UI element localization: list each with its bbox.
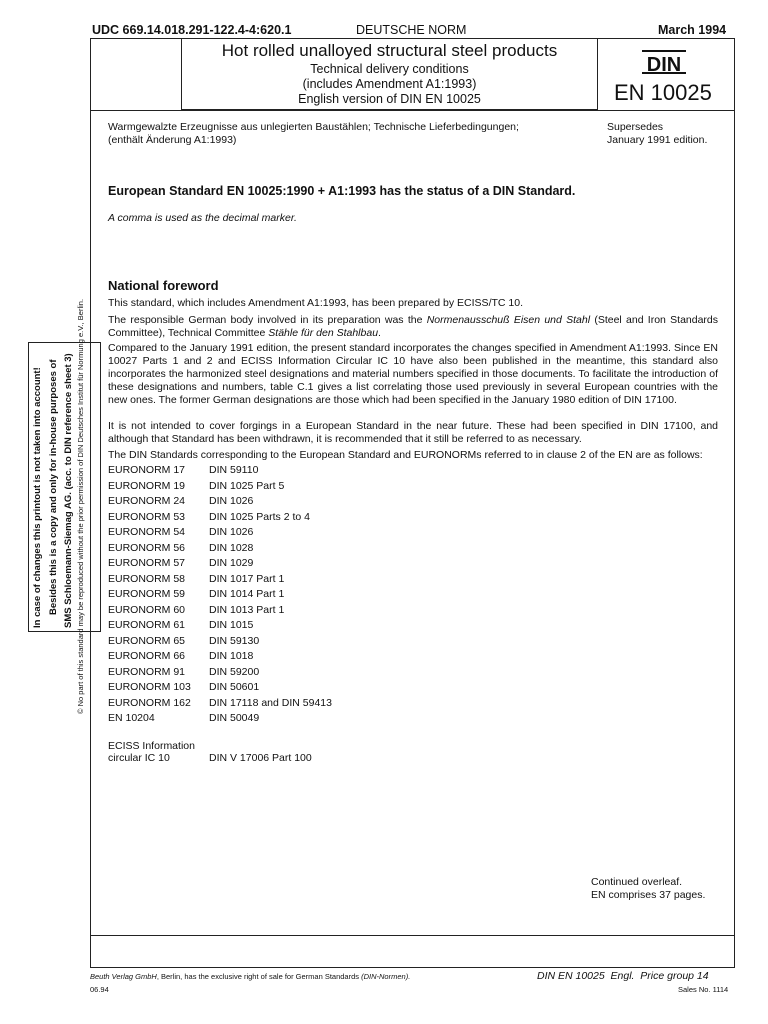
document-title: Hot rolled unalloyed structural steel products <box>221 41 558 60</box>
din-cell: DIN 59200 <box>209 665 260 678</box>
euronorm-cell: EURONORM 65 <box>108 634 186 647</box>
euronorm-cell: EURONORM 61 <box>108 619 186 631</box>
euronorm-cell: EURONORM 24 <box>108 495 186 507</box>
din-cell: DIN 1029 <box>209 557 254 569</box>
norm-type: DEUTSCHE NORM <box>356 23 467 37</box>
foreword-paragraph-3: Compared to the January 1991 edition, the present standard incorporates the changes specified in Amendment A1:1993. Since EN 10027 Parts 1 and 2 and ECISS Information Circular IC 10 have also been published in the meantime, this standard also incorporates the harmonized steel designations and material numbers specified in those documents. To facilitate the introduction of these designations and numbers, table C.1 gives a list correlating those used previously in several European countries with the new ones. The former German designations are those which had been specified in the January 1980 edition of DIN 17100. <box>108 342 718 406</box>
german-title-line-1: Warmgewalzte Erzeugnisse aus unlegierten Baustählen; Technische Lieferbedingungen; <box>108 121 519 133</box>
euronorm-cell: EURONORM 17 <box>108 464 186 476</box>
udc-code: UDC 669.14.018.291-122.4-4:620.1 <box>92 23 292 37</box>
title-line-3: (includes Amendment A1:1993) <box>302 77 477 91</box>
euronorm-cell: EURONORM 19 <box>108 479 186 492</box>
stamp-line-2: Besides this is a copy and only for in-house purposes of <box>48 359 59 615</box>
stamp-line-1: In case of changes this printout is not taken into account! <box>32 367 43 628</box>
euronorm-cell: EURONORM 56 <box>108 541 186 554</box>
supersedes-edition: January 1991 edition. <box>607 134 708 146</box>
foreword-paragraph-1: This standard, which includes Amendment A1:1993, has been prepared by ECISS/TC 10. <box>108 297 523 309</box>
din-cell: DIN 1025 Part 5 <box>209 479 285 492</box>
page-frame <box>90 38 735 968</box>
foreword-paragraph-2: The responsible German body involved in its preparation was the Normenausschuß Eisen und Stahl (Steel and Iron Standards Committee), Technical Committee Stähle für den Stahlbau. <box>108 314 719 339</box>
copyright-notice: © No part of this standard may be reproduced without the prior permission of DIN Deutsches Institut für Normung e.V., Berlin. <box>76 298 85 714</box>
stamp-line-3: SMS Schloemann-Siemag AG. (acc. to DIN reference sheet 3) <box>63 353 74 628</box>
euronorm-cell: EURONORM 53 <box>108 510 186 523</box>
din-cell: DIN 1015 <box>209 619 254 631</box>
ecis-ref-line-2: circular IC 10 <box>108 752 170 764</box>
din-cell: DIN 1026 <box>209 526 254 538</box>
din-cell: DIN 50601 <box>209 681 260 693</box>
standard-number: EN 10025 <box>614 80 712 105</box>
din-cell: DIN 1025 Parts 2 to 4 <box>209 510 310 523</box>
din-cell: DIN 59130 <box>209 634 260 647</box>
supersedes-label: Supersedes <box>607 121 664 133</box>
din-cell: DIN 17118 and DIN 59413 <box>209 696 332 709</box>
euronorm-cell: EN 10204 <box>108 712 155 724</box>
title-line-2: Technical delivery conditions <box>310 62 469 76</box>
euronorm-cell: EURONORM 60 <box>108 603 186 616</box>
sales-number: Sales No. 1114 <box>678 985 729 994</box>
din-cell: DIN 1013 Part 1 <box>209 603 285 616</box>
euronorm-cell: EURONORM 103 <box>108 681 191 693</box>
euronorm-cell: EURONORM 162 <box>108 696 191 709</box>
euronorm-cell: EURONORM 91 <box>108 665 186 678</box>
din-cell: DIN 59110 <box>209 464 259 476</box>
euronorm-cell: EURONORM 57 <box>108 557 186 569</box>
ecis-ref-line-1: ECISS Information <box>108 740 195 752</box>
euronorm-cell: EURONORM 59 <box>108 588 186 600</box>
page-count-note: EN comprises 37 pages. <box>591 889 706 901</box>
print-code: 06.94 <box>90 985 109 994</box>
divider <box>90 935 735 936</box>
divider <box>90 110 735 111</box>
foreword-heading: National foreword <box>108 278 219 293</box>
publisher-note: Beuth Verlag GmbH, Berlin, has the exclusive right of sale for German Standards (DIN-Normen). <box>90 972 411 981</box>
continued-note: Continued overleaf. <box>591 876 683 888</box>
foreword-paragraph-5: The DIN Standards corresponding to the European Standard and EURONORMs referred to in clause 2 of the EN are as follows: <box>108 449 703 461</box>
ecis-ref-din: DIN V 17006 Part 100 <box>209 752 312 764</box>
din-cell: DIN 1018 <box>209 650 254 662</box>
title-line-4: English version of DIN EN 10025 <box>298 92 481 106</box>
footer-reference: DIN EN 10025 Engl. Price group 14 <box>537 970 709 982</box>
euronorm-cell: EURONORM 54 <box>108 526 186 538</box>
issue-date: March 1994 <box>658 23 727 37</box>
din-cell: DIN 1026 <box>209 495 254 507</box>
din-cell: DIN 50049 <box>209 712 260 724</box>
foreword-paragraph-4: It is not intended to cover forgings in a European Standard in the near future. These had been specified in DIN 17100, and although that Standard has been withdrawn, it is recommended that it still be referred to as necessary. <box>108 420 718 445</box>
euronorm-cell: EURONORM 58 <box>108 572 186 585</box>
din-cell: DIN 1014 Part 1 <box>209 588 285 600</box>
euronorm-cell: EURONORM 66 <box>108 650 186 662</box>
decimal-note: A comma is used as the decimal marker. <box>108 212 297 224</box>
german-title-line-2: (enthält Änderung A1:1993) <box>108 134 237 146</box>
status-statement: European Standard EN 10025:1990 + A1:1993 has the status of a DIN Standard. <box>108 184 576 198</box>
din-cell: DIN 1017 Part 1 <box>209 572 285 585</box>
din-cell: DIN 1028 <box>209 541 254 554</box>
din-logo: DIN <box>642 50 686 74</box>
